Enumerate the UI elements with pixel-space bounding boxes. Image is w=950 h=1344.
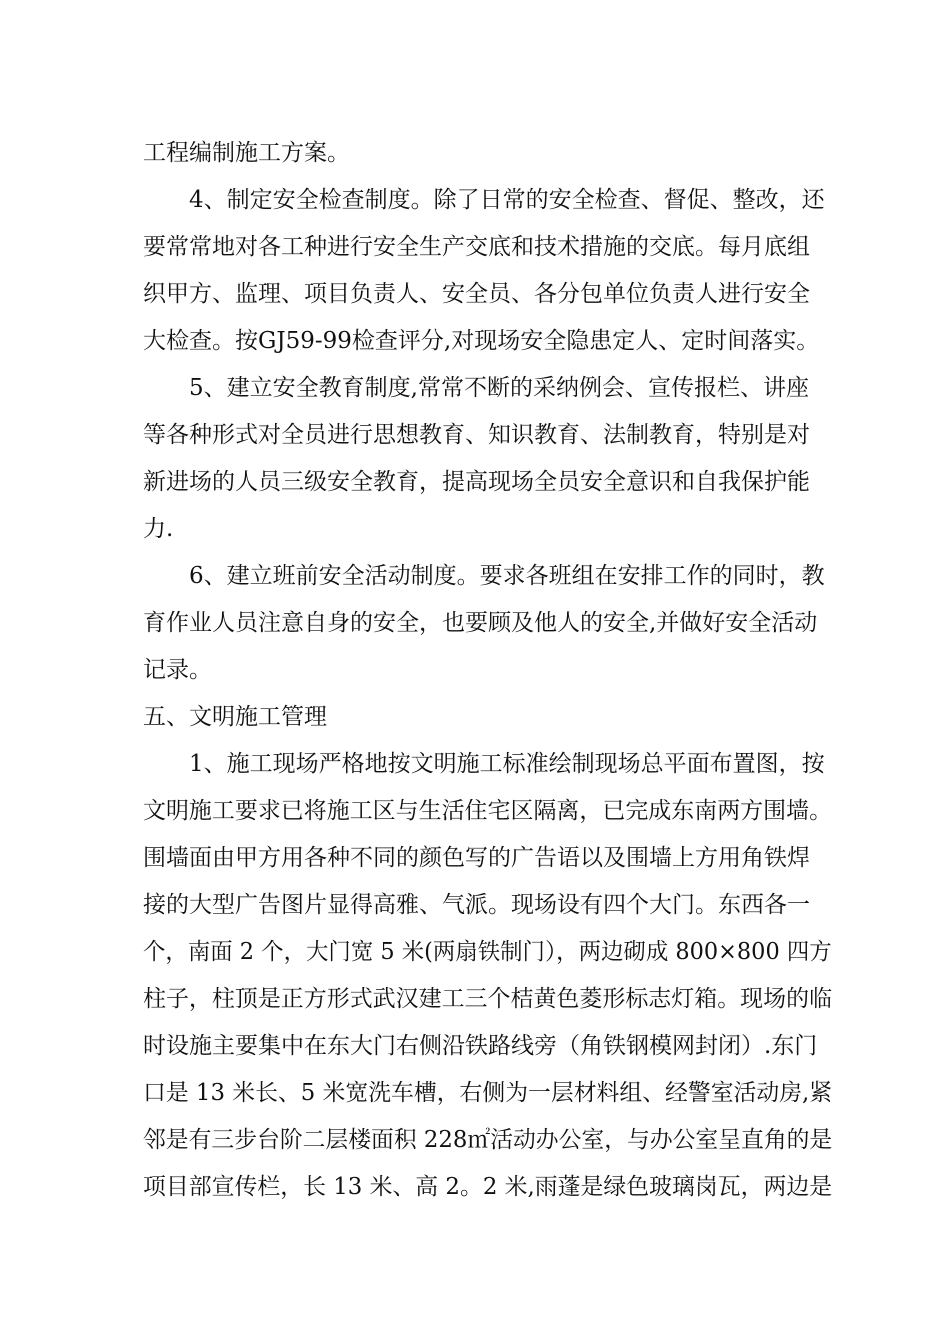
text-line: 工程编制施工方案。 bbox=[143, 140, 350, 166]
text-line: 6、建立班前安全活动制度。要求各班组在安排工作的同时，教 bbox=[189, 563, 825, 589]
section-heading: 五、文明施工管理 bbox=[143, 704, 327, 730]
text-line: 项目部宣传栏，长 13 米、高 2。2 米,雨蓬是绿色玻璃岗瓦，两边是 bbox=[143, 1174, 833, 1200]
text-line: 要常常地对各工种进行安全生产交底和技术措施的交底。每月底组 bbox=[143, 234, 810, 260]
text-line: 织甲方、监理、项目负责人、安全员、各分包单位负责人进行安全 bbox=[143, 281, 810, 307]
text-line: 时设施主要集中在东大门右侧沿铁路线旁（角铁钢模网封闭）.东门 bbox=[143, 1033, 818, 1059]
text-line: 4、制定安全检查制度。除了日常的安全检查、督促、整改，还 bbox=[189, 187, 825, 213]
text-line: 5、建立安全教育制度,常常不断的采纳例会、宣传报栏、讲座 bbox=[189, 375, 809, 401]
text-line: 柱子，柱顶是正方形式武汉建工三个桔黄色菱形标志灯箱。现场的临 bbox=[143, 986, 833, 1012]
text-line: 记录。 bbox=[143, 657, 212, 683]
text-line: 大检查。按GJ59-99检查评分,对现场安全隐患定人、定时间落实。 bbox=[143, 328, 820, 354]
text-line: 围墙面由甲方用各种不同的颜色写的广告语以及围墙上方用角铁焊 bbox=[143, 845, 810, 871]
text-line: 等各种形式对全员进行思想教育、知识教育、法制教育，特别是对 bbox=[143, 422, 810, 448]
text-line: 新进场的人员三级安全教育，提高现场全员安全意识和自我保护能 bbox=[143, 469, 810, 495]
text-line: 力. bbox=[143, 516, 174, 542]
text-line: 育作业人员注意自身的安全，也要顾及他人的安全,并做好安全活动 bbox=[143, 610, 818, 636]
text-line: 个，南面 2 个，大门宽 5 米(两扇铁制门），两边砌成 800×800 四方 bbox=[143, 939, 832, 965]
text-line: 1、施工现场严格地按文明施工标准绘制现场总平面布置图，按 bbox=[189, 751, 825, 777]
text-line: 邻是有三步台阶二层楼面积 228㎡活动办公室，与办公室呈直角的是 bbox=[143, 1127, 833, 1153]
text-line: 口是 13 米长、5 米宽洗车槽，右侧为一层材料组、经警室活动房,紧 bbox=[143, 1080, 833, 1106]
text-line: 文明施工要求已将施工区与生活住宅区隔离，已完成东南两方围墙。 bbox=[143, 798, 833, 824]
text-line: 接的大型广告图片显得高雅、气派。现场设有四个大门。东西各一 bbox=[143, 892, 810, 918]
